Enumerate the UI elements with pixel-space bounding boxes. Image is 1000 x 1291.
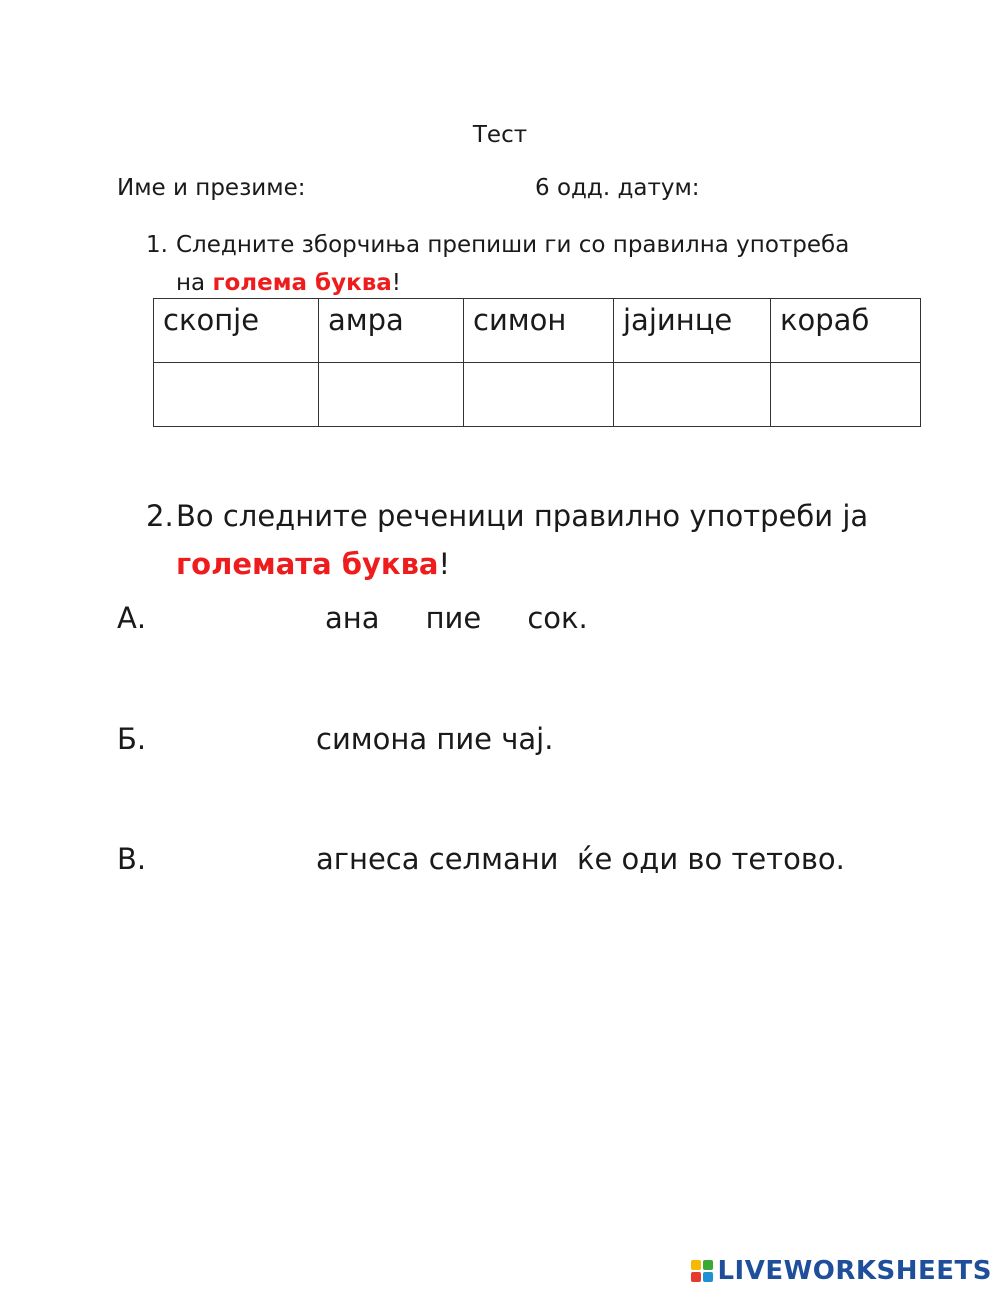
class-date-label: 6 одд. датум: bbox=[535, 175, 700, 201]
logo-icon bbox=[691, 1260, 713, 1282]
word-cell: кораб bbox=[771, 299, 921, 363]
task-2-highlight: големата буква bbox=[176, 547, 439, 581]
sentence-text: ана пие сок. bbox=[325, 601, 588, 635]
page-title: Тест bbox=[472, 122, 528, 148]
task-1-highlight: голема буква bbox=[212, 270, 392, 296]
task-2-line2-suffix: ! bbox=[438, 547, 451, 581]
task-1-line2-suffix: ! bbox=[391, 270, 402, 296]
sentence-letter: В. bbox=[117, 842, 147, 876]
word-row bbox=[154, 299, 921, 363]
word-cell: амра bbox=[319, 299, 464, 363]
task-1-instruction bbox=[146, 226, 849, 302]
sentence-letter: Б. bbox=[117, 722, 147, 756]
name-label: Име и презиме: bbox=[117, 175, 306, 201]
answer-cell[interactable] bbox=[319, 363, 464, 427]
answer-cell[interactable] bbox=[614, 363, 771, 427]
answer-row bbox=[154, 363, 921, 427]
task-1-line2-prefix: на bbox=[176, 270, 213, 296]
sentence-text: агнеса селмани ќе оди во тетово. bbox=[316, 842, 845, 876]
answer-cell[interactable] bbox=[464, 363, 614, 427]
answer-cell[interactable] bbox=[771, 363, 921, 427]
liveworksheets-logo bbox=[691, 1256, 992, 1286]
answer-cell[interactable] bbox=[154, 363, 319, 427]
task-2-instruction bbox=[146, 492, 868, 588]
task-2-number: 2. bbox=[146, 499, 174, 533]
sentence-letter: А. bbox=[117, 601, 147, 635]
word-cell: симон bbox=[464, 299, 614, 363]
task-1-number: 1. bbox=[146, 232, 168, 258]
word-cell: јајинце bbox=[614, 299, 771, 363]
logo-text: LIVEWORKSHEETS bbox=[717, 1256, 992, 1286]
sentence-text: симона пие чај. bbox=[316, 722, 554, 756]
task-1-line1: Следните зборчиња препиши ги со правилна употреба bbox=[176, 232, 850, 258]
word-table bbox=[153, 298, 921, 427]
task-2-line1: Во следните реченици правилно употреби ја bbox=[176, 499, 869, 533]
word-cell: скопје bbox=[154, 299, 319, 363]
